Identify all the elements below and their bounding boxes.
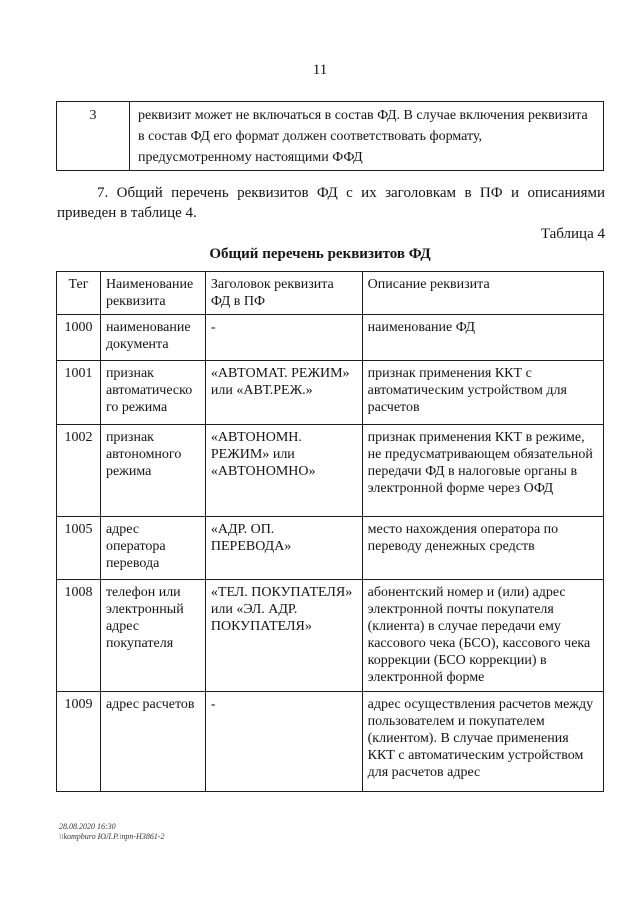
- header-description: Описание реквизита: [362, 272, 603, 315]
- table-row: [57, 315, 604, 361]
- footer-stamp: [59, 822, 164, 842]
- table-row: [57, 580, 604, 692]
- footer-path: \\kompburo ЮЛ.Р.\npn-H3861-2: [59, 832, 165, 841]
- table-row: [57, 517, 604, 580]
- cell-name: признак автономного режима: [100, 425, 205, 517]
- continuation-table: [56, 101, 604, 171]
- cell-description: адрес осуществления расчетов между пользователем и покупателем (клиентом). В случае применения ККТ с автоматическим устройством для расчетов адрес: [362, 692, 603, 792]
- body-paragraph: 7. Общий перечень реквизитов ФД с их заголовкам в ПФ и описаниями приведен в таблице 4.: [57, 185, 605, 221]
- cell-pf: «АВТОНОМН. РЕЖИМ» или «АВТОНОМНО»: [205, 425, 362, 517]
- cell-description: место нахождения оператора по переводу денежных средств: [362, 517, 603, 580]
- table-row: [57, 361, 604, 425]
- table-label: Таблица 4: [540, 226, 605, 242]
- cell-tag: 1008: [57, 580, 101, 692]
- table-header-row: [57, 272, 604, 315]
- header-pf: Заголовок реквизита ФД в ПФ: [205, 272, 362, 315]
- cell-name: адрес расчетов: [100, 692, 205, 792]
- table-row: [57, 425, 604, 517]
- cell-pf: «АВТОМАТ. РЕЖИМ» или «АВТ.РЕЖ.»: [205, 361, 362, 425]
- cell-pf: -: [205, 315, 362, 361]
- cell-pf: -: [205, 692, 362, 792]
- page-number: 11: [312, 62, 328, 78]
- cell-tag: 1002: [57, 425, 101, 517]
- header-name: Наименование реквизита: [100, 272, 205, 315]
- header-tag: Тег: [57, 272, 101, 315]
- cell-description: признак применения ККТ в режиме, не предусматривающем обязательной передачи ФД в налоговые органы в электронной форме через ОФД: [362, 425, 603, 517]
- cell-description: признак применения ККТ с автоматическим устройством для расчетов: [362, 361, 603, 425]
- cell-name: наименование документа: [100, 315, 205, 361]
- cell-name: телефон или электронный адрес покупателя: [100, 580, 205, 692]
- cell-name: признак автоматическо го режима: [100, 361, 205, 425]
- row-text: реквизит может не включаться в состав ФД. В случае включения реквизита в состав ФД его формат должен соответствовать формату, предусмотренному настоящими ФФД: [130, 102, 604, 171]
- table-row: [57, 102, 604, 171]
- row-number: 3: [57, 102, 130, 171]
- cell-tag: 1009: [57, 692, 101, 792]
- table-title: Общий перечень реквизитов ФД: [209, 246, 431, 262]
- cell-name: адрес оператора перевода: [100, 517, 205, 580]
- cell-tag: 1000: [57, 315, 101, 361]
- cell-tag: 1001: [57, 361, 101, 425]
- cell-pf: «ТЕЛ. ПОКУПАТЕЛЯ» или «ЭЛ. АДР. ПОКУПАТЕЛЯ»: [205, 580, 362, 692]
- table-row: [57, 692, 604, 792]
- requisites-table: [56, 271, 604, 792]
- footer-date: 28.08.2020 16:30: [59, 822, 116, 831]
- cell-description: абонентский номер и (или) адрес электронной почты покупателя (клиента) в случае передачи ему кассового чека (БСО), кассового чека коррекции (БСО коррекции) в электронной форме: [362, 580, 603, 692]
- cell-pf: «АДР. ОП. ПЕРЕВОДА»: [205, 517, 362, 580]
- cell-description: наименование ФД: [362, 315, 603, 361]
- cell-tag: 1005: [57, 517, 101, 580]
